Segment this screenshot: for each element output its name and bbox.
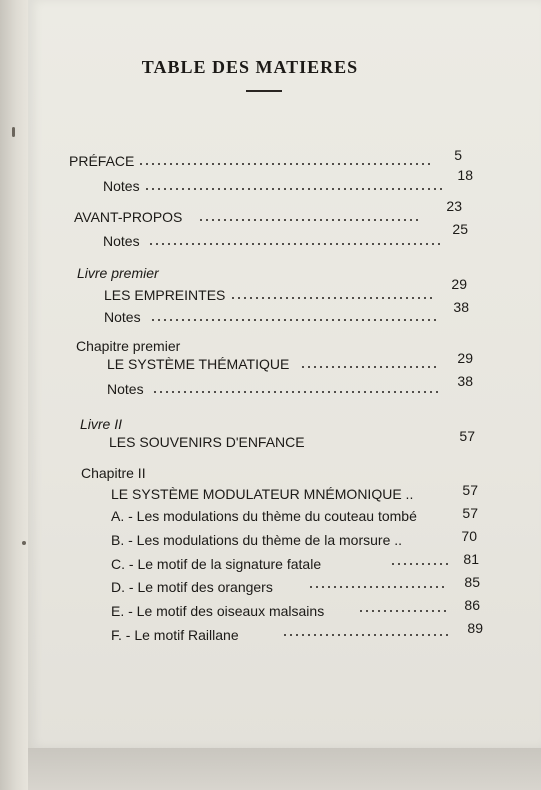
paper-mark [22, 541, 26, 545]
toc-entry-text: LE SYSTÈME THÉMATIQUE [107, 356, 290, 372]
toc-page-number: 86 [464, 597, 480, 613]
toc-page-number: 38 [457, 373, 473, 389]
paper-mark [12, 127, 15, 137]
dot-leader [138, 163, 430, 165]
toc-entry-text: LES EMPREINTES [104, 287, 226, 303]
book-spine-shadow [0, 0, 30, 790]
toc-page-number: 81 [463, 551, 479, 567]
toc-entry-text: Notes [107, 381, 144, 397]
toc-page-number: 57 [462, 505, 478, 521]
title-underline [246, 90, 282, 92]
toc-entry-text: Notes [103, 178, 140, 194]
toc-entry-text: Chapitre premier [76, 338, 181, 354]
toc-entry-text: AVANT-PROPOS [74, 209, 183, 225]
toc-page-number: 57 [462, 482, 478, 498]
toc-entry-text: LE SYSTÈME MODULATEUR MNÉMONIQUE .. [111, 486, 414, 502]
dot-leader [390, 563, 448, 565]
page-title: TABLE DES MATIERES [141, 57, 359, 77]
toc-entry-text: A. - Les modulations du thème du couteau tombé [111, 508, 417, 524]
dot-leader [152, 391, 442, 393]
toc-page-number: 57 [459, 428, 475, 444]
toc-page-number: 18 [457, 167, 473, 183]
dot-leader [144, 188, 444, 190]
toc-entry-text: PRÉFACE [69, 153, 135, 169]
toc-entry-text: C. - Le motif de la signature fatale [111, 556, 322, 572]
dot-leader [198, 219, 420, 221]
toc-page-number: 29 [457, 350, 473, 366]
toc-entry-text: Livre II [80, 416, 123, 432]
toc-entry-text: E. - Le motif des oiseaux malsains [111, 603, 325, 619]
toc-page-number: 70 [461, 528, 477, 544]
toc-page-number: 38 [453, 299, 469, 315]
toc-entry-text: Notes [104, 309, 141, 325]
toc-entry-text: LES SOUVENIRS D'ENFANCE [109, 434, 305, 450]
toc-page-number: 89 [467, 620, 483, 636]
toc-entry-text: B. - Les modulations du thème de la morsure .. [111, 532, 403, 548]
dot-leader [230, 297, 436, 299]
toc-entry-text: Livre premier [77, 265, 159, 281]
dot-leader [148, 243, 440, 245]
dot-leader [308, 586, 448, 588]
page-bottom-shadow [28, 748, 541, 790]
toc-page-number: 23 [446, 198, 462, 214]
toc-page-number: 25 [452, 221, 468, 237]
dot-leader [282, 634, 448, 636]
toc-entry-text: D. - Le motif des orangers [111, 579, 273, 595]
toc-page-number: 85 [464, 574, 480, 590]
dot-leader [358, 610, 448, 612]
dot-leader [150, 319, 440, 321]
toc-entry-text: F. - Le motif Raillane [111, 627, 239, 643]
toc-entry-text: Notes [103, 233, 140, 249]
toc-entry-text: Chapitre II [81, 465, 146, 481]
dot-leader [300, 366, 440, 368]
toc-page-number: 29 [451, 276, 467, 292]
toc-page-number: 5 [454, 147, 462, 163]
